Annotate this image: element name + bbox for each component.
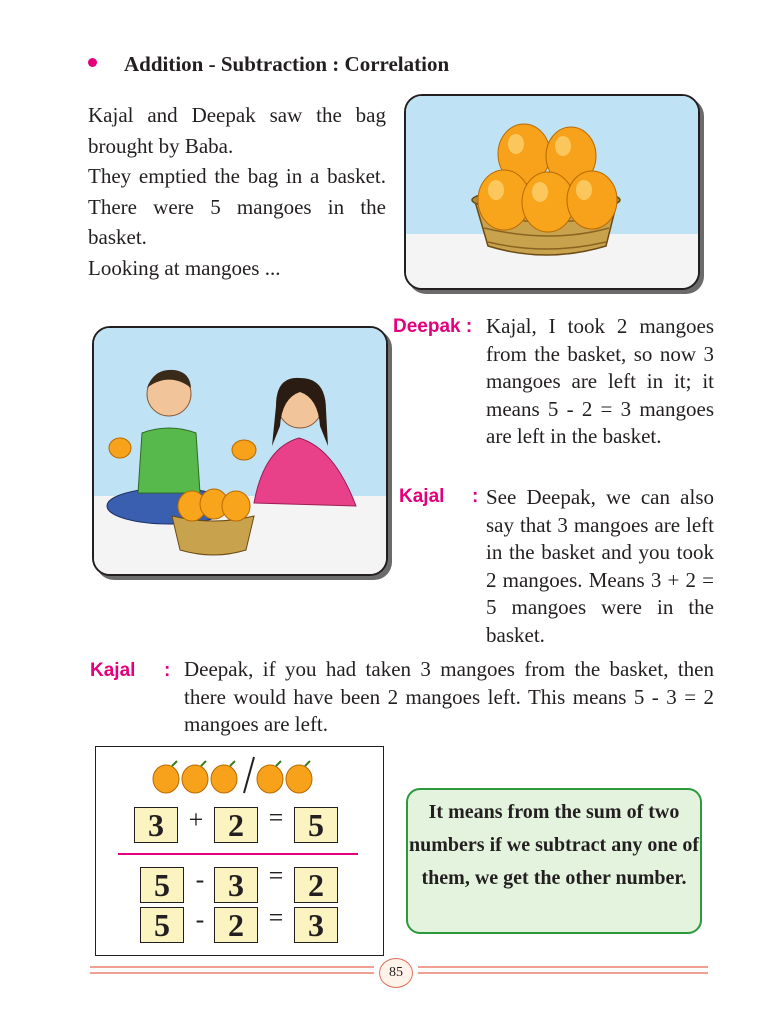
- eq2-result: 2: [294, 867, 338, 903]
- speaker-kajal-1: [399, 486, 444, 508]
- footer-line-bottom-right: [418, 972, 708, 974]
- eq1-result: 5: [294, 807, 338, 843]
- eq3-equals-sign: =: [268, 903, 284, 932]
- deepak-dialogue: [486, 313, 714, 451]
- kajal-dialogue-1: [486, 484, 714, 649]
- eq3-minus-sign: -: [195, 905, 205, 934]
- heading-bullet: [88, 58, 97, 67]
- divider-line: [118, 853, 358, 855]
- dialogue-text: Kajal, I took 2 mangoes from the basket, so now 3 mangoes are left in it; it means 5 - 2 = 3 mangoes are left in the basket.: [486, 314, 714, 448]
- equation-box: [95, 746, 384, 956]
- intro-line-2: They emptied the bag in a basket. There were 5 mangoes in the basket.: [88, 164, 386, 249]
- eq1-number-b: 2: [214, 807, 258, 843]
- speaker-kajal-2: [90, 660, 135, 682]
- kajal-dialogue-2: [184, 656, 714, 739]
- basket-illustration: [404, 94, 700, 290]
- eq1-number-a: 3: [134, 807, 178, 843]
- speaker-deepak: Deepak :: [393, 316, 473, 337]
- eq3-number-a: 5: [140, 907, 184, 943]
- intro-line-1: Kajal and Deepak saw the bag brought by Baba.: [88, 103, 386, 158]
- dialogue-text: See Deepak, we can also say that 3 mangoes are left in the basket and you took 2 mangoes. Means 3 + 2 = 5 mangoes were in the basket.: [486, 485, 714, 647]
- eq1-plus-sign: +: [188, 805, 204, 834]
- dialogue-text: Deepak, if you had taken 3 mangoes from the basket, then there would have been 2 mangoes left. This means 5 - 3 = 2 mangoes are left.: [184, 657, 714, 736]
- page-number: 85: [379, 958, 413, 988]
- colon: :: [164, 660, 171, 681]
- mango-row-image: [148, 755, 348, 795]
- speaker-name: Kajal: [90, 660, 136, 681]
- eq3-result: 3: [294, 907, 338, 943]
- eq2-minus-sign: -: [195, 865, 205, 894]
- eq2-equals-sign: =: [268, 861, 284, 890]
- eq1-equals-sign: =: [268, 803, 284, 832]
- speaker-name: Kajal: [399, 486, 445, 507]
- eq2-number-a: 5: [140, 867, 184, 903]
- speaker-name: Deepak: [393, 316, 461, 337]
- footer-line-bottom-left: [90, 972, 374, 974]
- intro-line-3: Looking at mangoes ...: [88, 255, 281, 280]
- footer-line-top-right: [418, 966, 708, 968]
- eq2-number-b: 3: [214, 867, 258, 903]
- intro-paragraph: [88, 100, 386, 283]
- children-with-mangoes-image: [94, 328, 386, 574]
- colon: :: [472, 486, 479, 507]
- eq3-number-b: 2: [214, 907, 258, 943]
- children-illustration: [92, 326, 388, 576]
- footer-line-top-left: [90, 966, 374, 968]
- section-heading: Addition - Subtraction : Correlation: [124, 52, 450, 76]
- mango-basket-image: [406, 96, 698, 288]
- note-box: It means from the sum of two numbers if we subtract any one of them, we get the other number.: [406, 788, 702, 934]
